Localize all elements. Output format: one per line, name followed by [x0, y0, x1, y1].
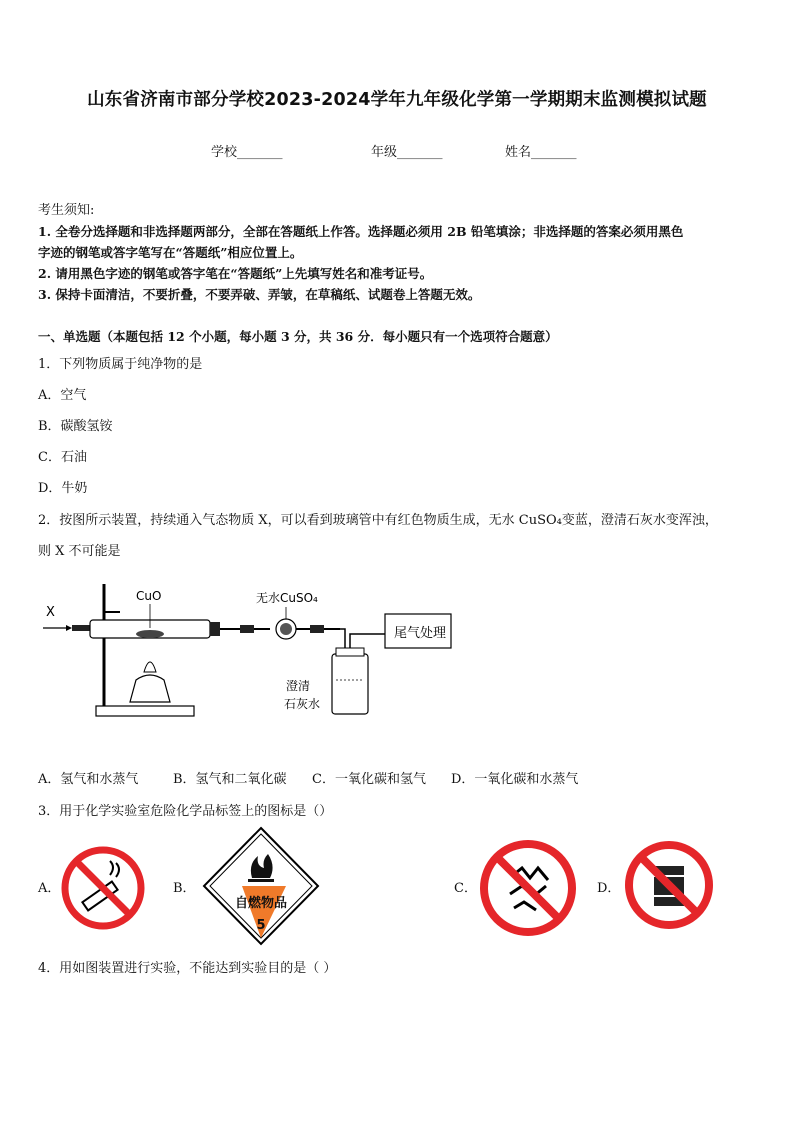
cuo-label: CuO [136, 589, 162, 603]
q1-option-a: A．空气 [38, 388, 87, 403]
q3-option-c-letter: C． [454, 881, 477, 896]
sign-b-text: 自燃物品 [234, 896, 288, 911]
alcohol-lamp [130, 675, 170, 702]
page-title: 山东省济南市部分学校2023-2024学年九年级化学第一学期期末监测模拟试题 [87, 90, 707, 110]
x-label: X [46, 605, 55, 620]
school-blank: _______ [237, 145, 283, 160]
q1-option-c: C．石油 [38, 450, 87, 465]
q3-option-a-letter: A． [38, 881, 61, 896]
notice-item-2: 2. 请用黑色字迹的钢笔或答字笔在“答题纸”上先填写姓名和准考证号。 [38, 266, 433, 281]
cuso4-label: 无水CuSO₄ [256, 591, 318, 605]
no-barrel-icon [624, 840, 714, 930]
rubber-joint-2 [310, 625, 324, 633]
cuo-powder [136, 630, 164, 638]
cuso4-granules [280, 623, 292, 635]
lime-water-bottle [332, 654, 368, 714]
q4-stem: 4．用如图装置进行实验，不能达到实验目的是（ ） [38, 961, 337, 976]
section-heading: 一、单选题（本题包括 12 个小题，每小题 3 分，共 36 分．每小题只有一个选项符合题意） [38, 329, 558, 344]
q2-option-a: A．氢气和水蒸气 [38, 772, 139, 787]
q2-stem-line2: 则 X 不可能是 [38, 544, 121, 559]
bottle-neck [336, 648, 364, 656]
sign-b-number: 5 [256, 918, 266, 933]
q2-option-d: D．一氧化碳和水蒸气 [451, 772, 579, 787]
grade-label: 年级 [371, 145, 398, 160]
q2-option-c: C．一氧化碳和氢气 [312, 772, 426, 787]
q3-option-d-letter: D． [597, 881, 621, 896]
lime-label-1: 澄清 [286, 679, 311, 693]
notice-item-1b: 字迹的钢笔或答字笔写在“答题纸”相应位置上。 [38, 245, 303, 260]
rubber-joint-1 [240, 625, 254, 633]
q3-stem: 3．用于化学实验室危险化学品标签上的图标是（） [38, 804, 333, 819]
lime-label-2: 石灰水 [284, 697, 321, 711]
grade-blank: _______ [397, 145, 443, 160]
name-label: 姓名 [505, 145, 532, 160]
notice-item-1a: 1. 全卷分选择题和非选择题两部分，全部在答题纸上作答。选择题必须用 2B 铅笔填涂；非选择题的答案必须用黑色 [38, 224, 684, 239]
no-burning-debris-icon [478, 838, 578, 938]
q1-option-b: B．碳酸氢铵 [38, 419, 113, 434]
apparatus-figure [40, 582, 460, 722]
name-field [505, 141, 577, 160]
lamp-flame [144, 662, 156, 672]
stand-base [96, 706, 194, 716]
tail-gas-label: 尾气处理 [394, 626, 447, 641]
tube-stopper [210, 622, 220, 636]
q3-option-b-letter: B． [173, 881, 196, 896]
no-smoking-icon [60, 845, 146, 931]
notice-item-3: 3. 保持卡面清洁，不要折叠，不要弄破、弄皱，在草稿纸、试题卷上答题无效。 [38, 287, 481, 302]
notice-heading: 考生须知: [38, 203, 95, 218]
q2-stem-line1: 2．按图所示装置，持续通入气态物质 X，可以看到玻璃管中有红色物质生成，无水 CuSO₄变蓝，澄清石灰水变浑浊， [38, 513, 718, 528]
grade-field [371, 141, 443, 160]
q2-option-b: B．氢气和二氧化碳 [173, 772, 287, 787]
inlet-stopper [72, 625, 90, 631]
spontaneous-combustion-icon [202, 826, 320, 946]
school-label: 学校 [211, 145, 238, 160]
school-field [211, 141, 283, 160]
q1-option-d: D．牛奶 [38, 481, 88, 496]
q1-stem: 1．下列物质属于纯净物的是 [38, 357, 203, 372]
x-arrowhead [66, 625, 72, 631]
name-blank: _______ [531, 145, 577, 160]
